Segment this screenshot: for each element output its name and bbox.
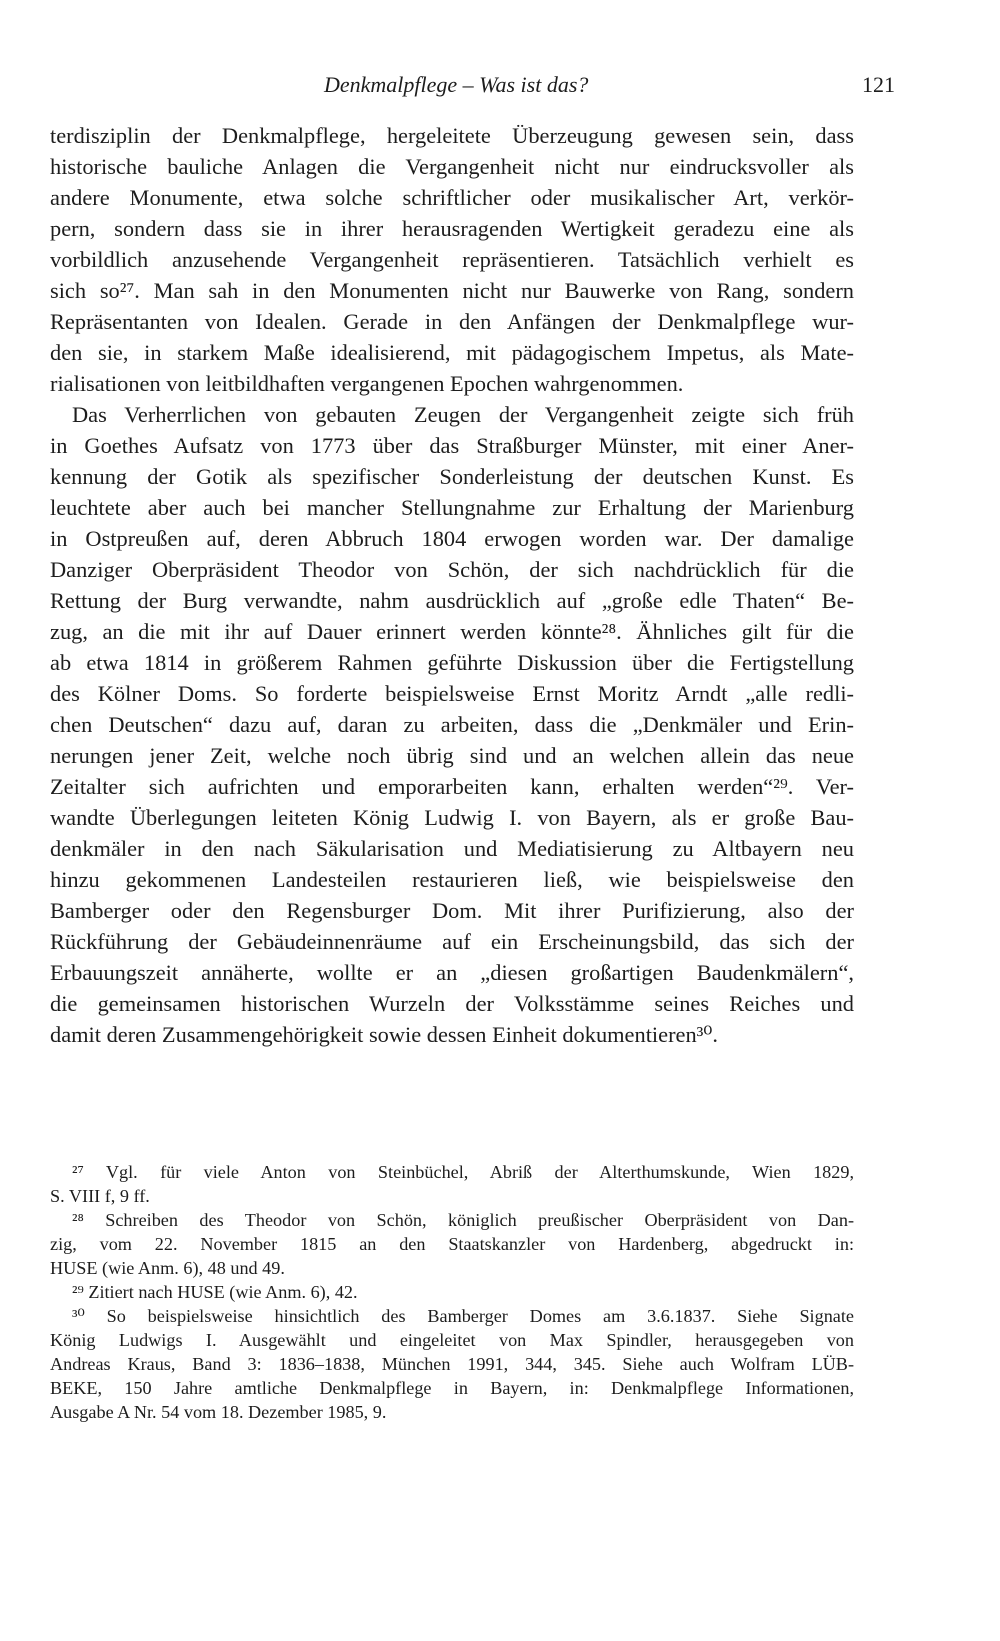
footnote-line: HUSE (wie Anm. 6), 48 und 49. xyxy=(50,1258,285,1278)
footnote-line: ³⁰ So beispielsweise hinsichtlich des Bamberger Domes am 3.6.1837. Siehe Signate xyxy=(72,1306,854,1326)
body-line: in Ostpreußen auf, deren Abbruch 1804 erwogen worden war. Der damalige xyxy=(50,526,854,551)
body-line: Bamberger oder den Regensburger Dom. Mit ihrer Purifizierung, also der xyxy=(50,898,854,923)
body-line: sich so²⁷. Man sah in den Monumenten nicht nur Bauwerke von Rang, sondern xyxy=(50,278,854,303)
body-line: andere Monumente, etwa solche schriftlicher oder musikalischer Art, verkör- xyxy=(50,185,854,210)
footnote-line: Ausgabe A Nr. 54 vom 18. Dezember 1985, 9. xyxy=(50,1402,387,1422)
body-line: kennung der Gotik als spezifischer Sonderleistung der deutschen Kunst. Es xyxy=(50,464,854,489)
footnote-line: ²⁸ Schreiben des Theodor von Schön, königlich preußischer Oberpräsident von Dan- xyxy=(72,1210,854,1230)
body-line: historische bauliche Anlagen die Vergangenheit nicht nur eindrucksvoller als xyxy=(50,154,854,179)
body-line: Das Verherrlichen von gebauten Zeugen der Vergangenheit zeigte sich früh xyxy=(72,402,854,427)
footnote-line: BEKE, 150 Jahre amtliche Denkmalpflege in Bayern, in: Denkmalpflege Informationen, xyxy=(50,1378,854,1398)
footnote-line: ²⁷ Vgl. für viele Anton von Steinbüchel, Abriß der Alterthumskunde, Wien 1829, xyxy=(72,1162,854,1182)
body-line: Danziger Oberpräsident Theodor von Schön, der sich nachdrücklich für die xyxy=(50,557,854,582)
body-line: denkmäler in den nach Säkularisation und Mediatisierung zu Altbayern neu xyxy=(50,836,854,861)
body-line: damit deren Zusammengehörigkeit sowie dessen Einheit dokumentieren³⁰. xyxy=(50,1022,718,1047)
body-line: den sie, in starkem Maße idealisierend, mit pädagogischem Impetus, als Mate- xyxy=(50,340,854,365)
footnotes xyxy=(50,1160,854,1424)
footnote-line: König Ludwigs I. Ausgewählt und eingeleitet von Max Spindler, herausgegeben von xyxy=(50,1330,854,1350)
body-line: chen Deutschen“ dazu auf, daran zu arbeiten, dass die „Denkmäler und Erin- xyxy=(50,712,854,737)
body-line: Rückführung der Gebäudeinnenräume auf ein Erscheinungsbild, das sich der xyxy=(50,929,854,954)
page-number: 121 xyxy=(862,72,895,97)
body-line: Zeitalter sich aufrichten und emporarbeiten kann, erhalten werden“²⁹. Ver- xyxy=(50,774,854,799)
footnote-line: ²⁹ Zitiert nach HUSE (wie Anm. 6), 42. xyxy=(72,1282,358,1302)
body-line: wandte Überlegungen leiteten König Ludwig I. von Bayern, als er große Bau- xyxy=(50,805,854,830)
body-line: rialisationen von leitbildhaften vergangenen Epochen wahrgenommen. xyxy=(50,371,684,396)
body-line: vorbildlich anzusehende Vergangenheit repräsentieren. Tatsächlich verhielt es xyxy=(50,247,854,272)
body-line: die gemeinsamen historischen Wurzeln der Volksstämme seines Reiches und xyxy=(50,991,854,1016)
running-header xyxy=(50,72,895,112)
body-line: in Goethes Aufsatz von 1773 über das Straßburger Münster, mit einer Aner- xyxy=(50,433,854,458)
footnote-line: Andreas Kraus, Band 3: 1836–1838, München 1991, 344, 345. Siehe auch Wolfram LÜB- xyxy=(50,1354,854,1374)
body-line: terdisziplin der Denkmalpflege, hergeleitete Überzeugung gewesen sein, dass xyxy=(50,123,854,148)
body-line: nerungen jener Zeit, welche noch übrig sind und an welchen allein das neue xyxy=(50,743,854,768)
footnote-line: S. VIII f, 9 ff. xyxy=(50,1186,150,1206)
body-line: hinzu gekommenen Landesteilen restaurieren ließ, wie beispielsweise den xyxy=(50,867,854,892)
body-line: Erbauungszeit annäherte, wollte er an „diesen großartigen Baudenkmälern“, xyxy=(50,960,854,985)
body-line: ab etwa 1814 in größerem Rahmen geführte Diskussion über die Fertigstellung xyxy=(50,650,854,675)
footnote-line: zig, vom 22. November 1815 an den Staatskanzler von Hardenberg, abgedruckt in: xyxy=(50,1234,854,1254)
running-title: Denkmalpflege – Was ist das? xyxy=(324,72,589,97)
body-line: des Kölner Doms. So forderte beispielsweise Ernst Moritz Arndt „alle redli- xyxy=(50,681,854,706)
body-line: pern, sondern dass sie in ihrer herausragenden Wertigkeit geradezu eine als xyxy=(50,216,854,241)
body-line: zug, an die mit ihr auf Dauer erinnert werden könnte²⁸. Ähnliches gilt für die xyxy=(50,619,854,644)
body-text xyxy=(50,120,854,1050)
body-line: leuchtete aber auch bei mancher Stellungnahme zur Erhaltung der Marienburg xyxy=(50,495,854,520)
body-line: Rettung der Burg verwandte, nahm ausdrücklich auf „große edle Thaten“ Be- xyxy=(50,588,854,613)
body-line: Repräsentanten von Idealen. Gerade in den Anfängen der Denkmalpflege wur- xyxy=(50,309,854,334)
